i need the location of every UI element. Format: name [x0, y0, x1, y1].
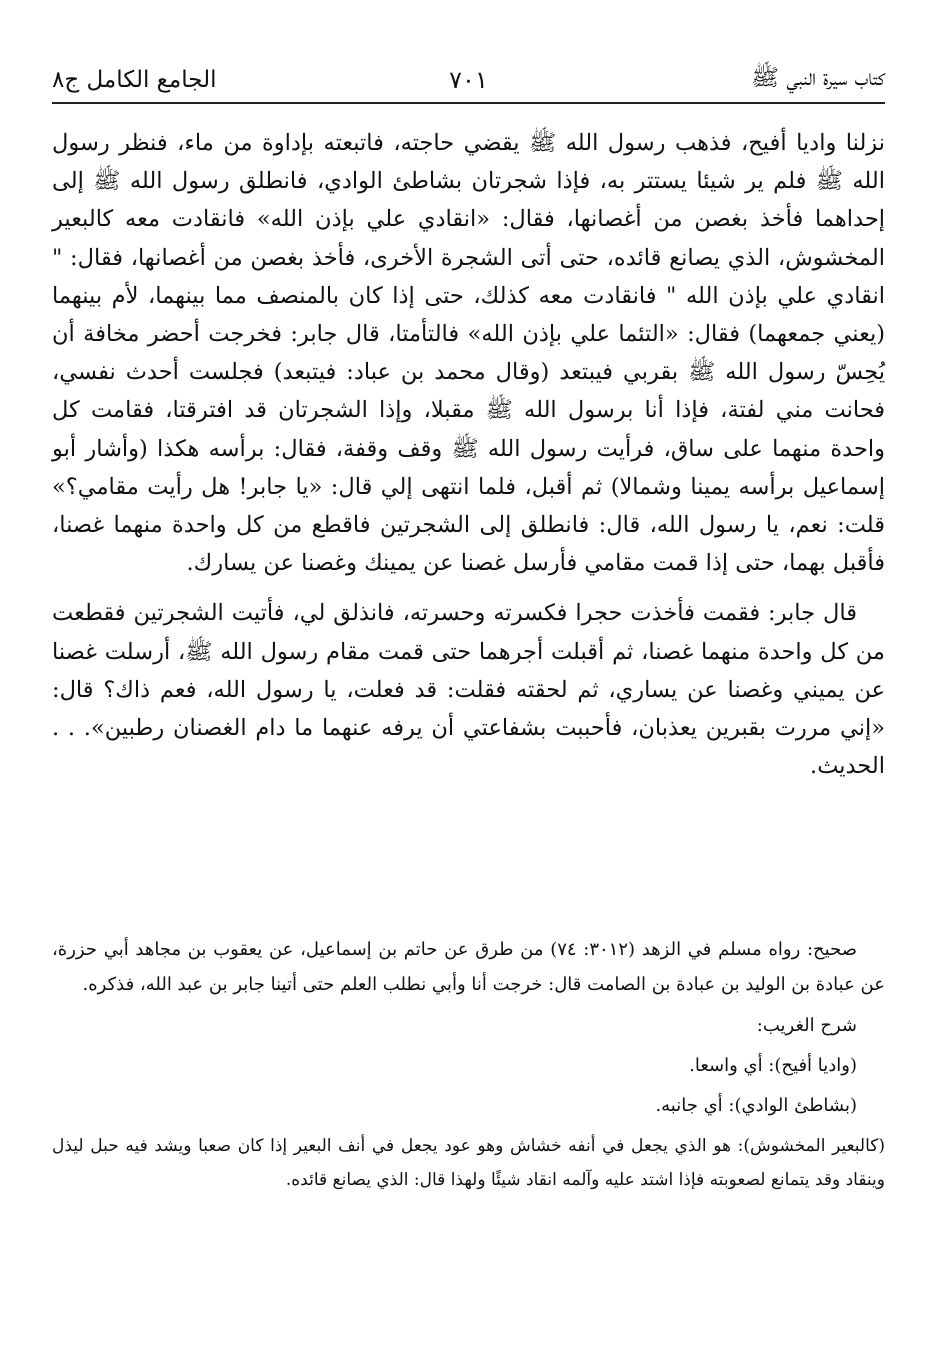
takhrij-note: صحيح: رواه مسلم في الزهد (٣٠١٢: ٧٤) من طرق عن حاتم بن إسماعيل، عن يعقوب بن مجاهد أبي حزرة، عن عبادة بن الوليد بن عبادة بن الصامت قال: خرجت أنا وأبي نطلب العلم حتى أتينا جابر بن عبد الله، فذكره.: [52, 939, 885, 995]
volume-title: الجامع الكامل ج٨: [52, 67, 217, 93]
gloss-shati-alwadi: (بشاطئ الوادي): أي جانبه.: [655, 1095, 857, 1116]
gloss-wadi-afyah: (واديا أفيح): أي واسعا.: [689, 1055, 857, 1076]
paragraph-hadith: نزلنا واديا أفيح، فذهب رسول الله ﷺ يقضي حاجته، فاتبعته بإداوة من ماء، فنظر رسول الله ﷺ فلم ير شيئا يستتر به، فإذا شجرتان بشاطئ الوادي، فانطلق رسول الله ﷺ إلى إحداهما فأخذ بغصن من أغصانها، فقال: «انقادي علي بإذن الله» فانقادت معه كالبعير المخشوش، الذي يصانع قائده، حتى أتى الشجرة الأخرى، فأخذ بغصن من أغصانها، فقال: " انقادي علي بإذن الله " فانقادت معه كذلك، حتى إذا كان بالمنصف مما بينهما، لأم بينهما (يعني جمعهما) فقال: «التئما علي بإذن الله» فالتأمتا، قال جابر: فخرجت أحضر مخافة أن يُحِسّ رسول الله ﷺ بقربي فيبتعد (وقال محمد بن عباد: فيتبعد) فجلست أحدث نفسي، فحانت مني لفتة، فإذا أنا برسول الله ﷺ مقبلا، وإذا الشجرتان قد افترقتا، فقامت كل واحدة منهما على ساق، فرأيت رسول الله ﷺ وقف وقفة، فقال: برأسه هكذا (وأشار أبو إسماعيل برأسه يمينا وشمالا) ثم أقبل، فلما انتهى إلي قال: «يا جابر! هل رأيت مقامي؟» قلت: نعم، يا رسول الله، قال: فانطلق إلى الشجرتين فاقطع من كل واحدة منهما غصنا، فأقبل بهما، حتى إذا قمت مقامي فأرسل غصنا عن يمينك وغصنا عن يسارك.: [52, 130, 885, 577]
page-number: ٧٠١: [449, 66, 488, 94]
main-text: [52, 124, 885, 785]
gloss-makhshoush: (كالبعير المخشوش): هو الذي يجعل في أنفه خشاش وهو عود يجعل في أنف البعير إذا كان صعبا ويشد فيه حبل ليذل وينقاد وقد يتمانع لصعوبته فإذا اشتد عليه وآلمه انقاد شيئًا ولهذا قال: الذي يصانع قائده.: [52, 1136, 885, 1190]
paragraph-jabir: قال جابر: فقمت فأخذت حجرا فكسرته وحسرته، فانذلق لي، فأتيت الشجرتين فقطعت من كل واحدة منهما غصنا، ثم أقبلت أجرهما حتى قمت مقام رسول الله ﷺ، أرسلت غصنا عن يميني وغصنا عن يساري، ثم لحقته فقلت: قد فعلت، يا رسول الله، فعم ذاك؟ قال: «إني مررت بقبرين يعذبان، فأحببت بشفاعتي أن يرفه عنهما ما دام الغصنان رطبين». . . الحديث.: [52, 600, 885, 780]
footnotes: [52, 932, 885, 1197]
gharib-heading: شرح الغريب:: [756, 1015, 857, 1036]
page-header: [52, 60, 885, 100]
book-title: كتاب سيرة النبي ﷺ: [751, 65, 885, 91]
header-rule: [52, 102, 885, 104]
